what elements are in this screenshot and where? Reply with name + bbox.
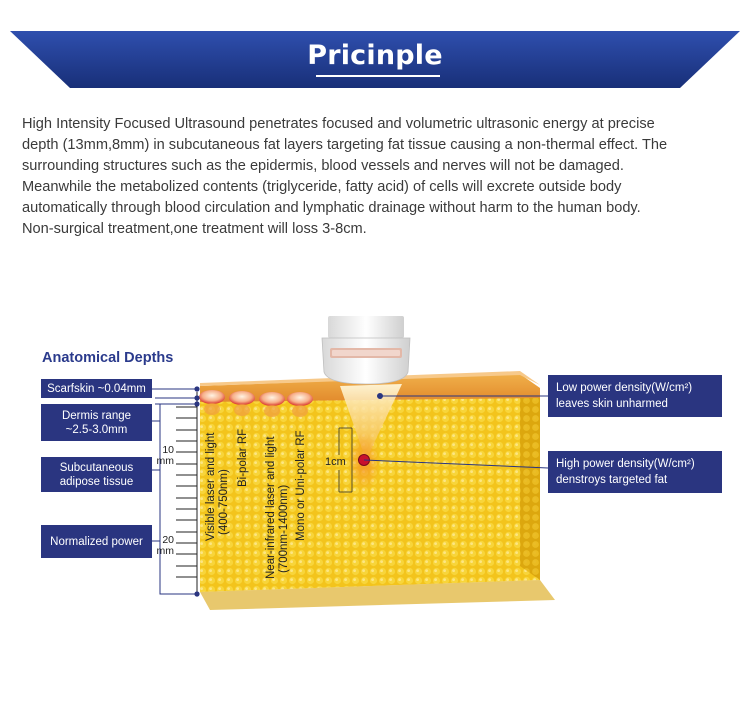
focus-depth-label: 1cm: [325, 456, 346, 468]
low-power-label: Low power density(W/cm²) leaves skin unharmed: [548, 375, 722, 417]
anatomical-depths-title: Anatomical Depths: [42, 350, 174, 366]
scale-20mm: 20 mm: [156, 534, 174, 557]
mono-rf-label: Mono or Uni-polar RF: [295, 430, 307, 541]
scarfskin-label: Scarfskin ~0.04mm: [41, 379, 152, 398]
near-infrared-label: Near-infrared laser and light (700nm-1400nm): [265, 436, 290, 579]
dermis-spot: [287, 392, 313, 406]
dermis-spot: [229, 391, 255, 405]
probe-head: [322, 338, 410, 384]
fat-block-side: [520, 378, 540, 580]
page-title: Pricinple: [307, 40, 443, 71]
ruler-ticks: [176, 407, 197, 577]
probe-handle: [328, 316, 404, 338]
dermis-spot: [199, 390, 225, 404]
normalized-power-label: Normalized power: [41, 525, 152, 558]
description-line: Non-surgical treatment,one treatment will loss 3-8cm.: [22, 221, 367, 237]
subcutaneous-label: Subcutaneous adipose tissue: [41, 457, 152, 492]
description-line: automatically through blood circulation and lymphatic drainage without harm to the human body.: [22, 200, 641, 216]
description-line: High Intensity Focused Ultrasound penetrates focused and volumetric ultrasonic energy at precise: [22, 116, 655, 132]
scale-10mm: 10 mm: [156, 444, 174, 467]
dermis-label: Dermis range ~2.5-3.0mm: [41, 404, 152, 441]
description-line: Meanwhile the metabolized contents (triglyceride, fatty acid) of cells will excrete outside body: [22, 179, 622, 195]
dermis-spot: [259, 392, 285, 406]
high-power-label: High power density(W/cm²) denstroys targeted fat: [548, 451, 722, 493]
description-line: surrounding structures such as the epidermis, blood vessels and nerves will not be damaged.: [22, 158, 624, 174]
bipolar-rf-label: Bi-polar RF: [237, 428, 249, 487]
visible-laser-label: Visible laser and light (400-750nm): [205, 432, 230, 541]
description-line: depth (13mm,8mm) in subcutaneous fat layers targeting fat tissue causing a non-thermal effect. The: [22, 137, 668, 153]
